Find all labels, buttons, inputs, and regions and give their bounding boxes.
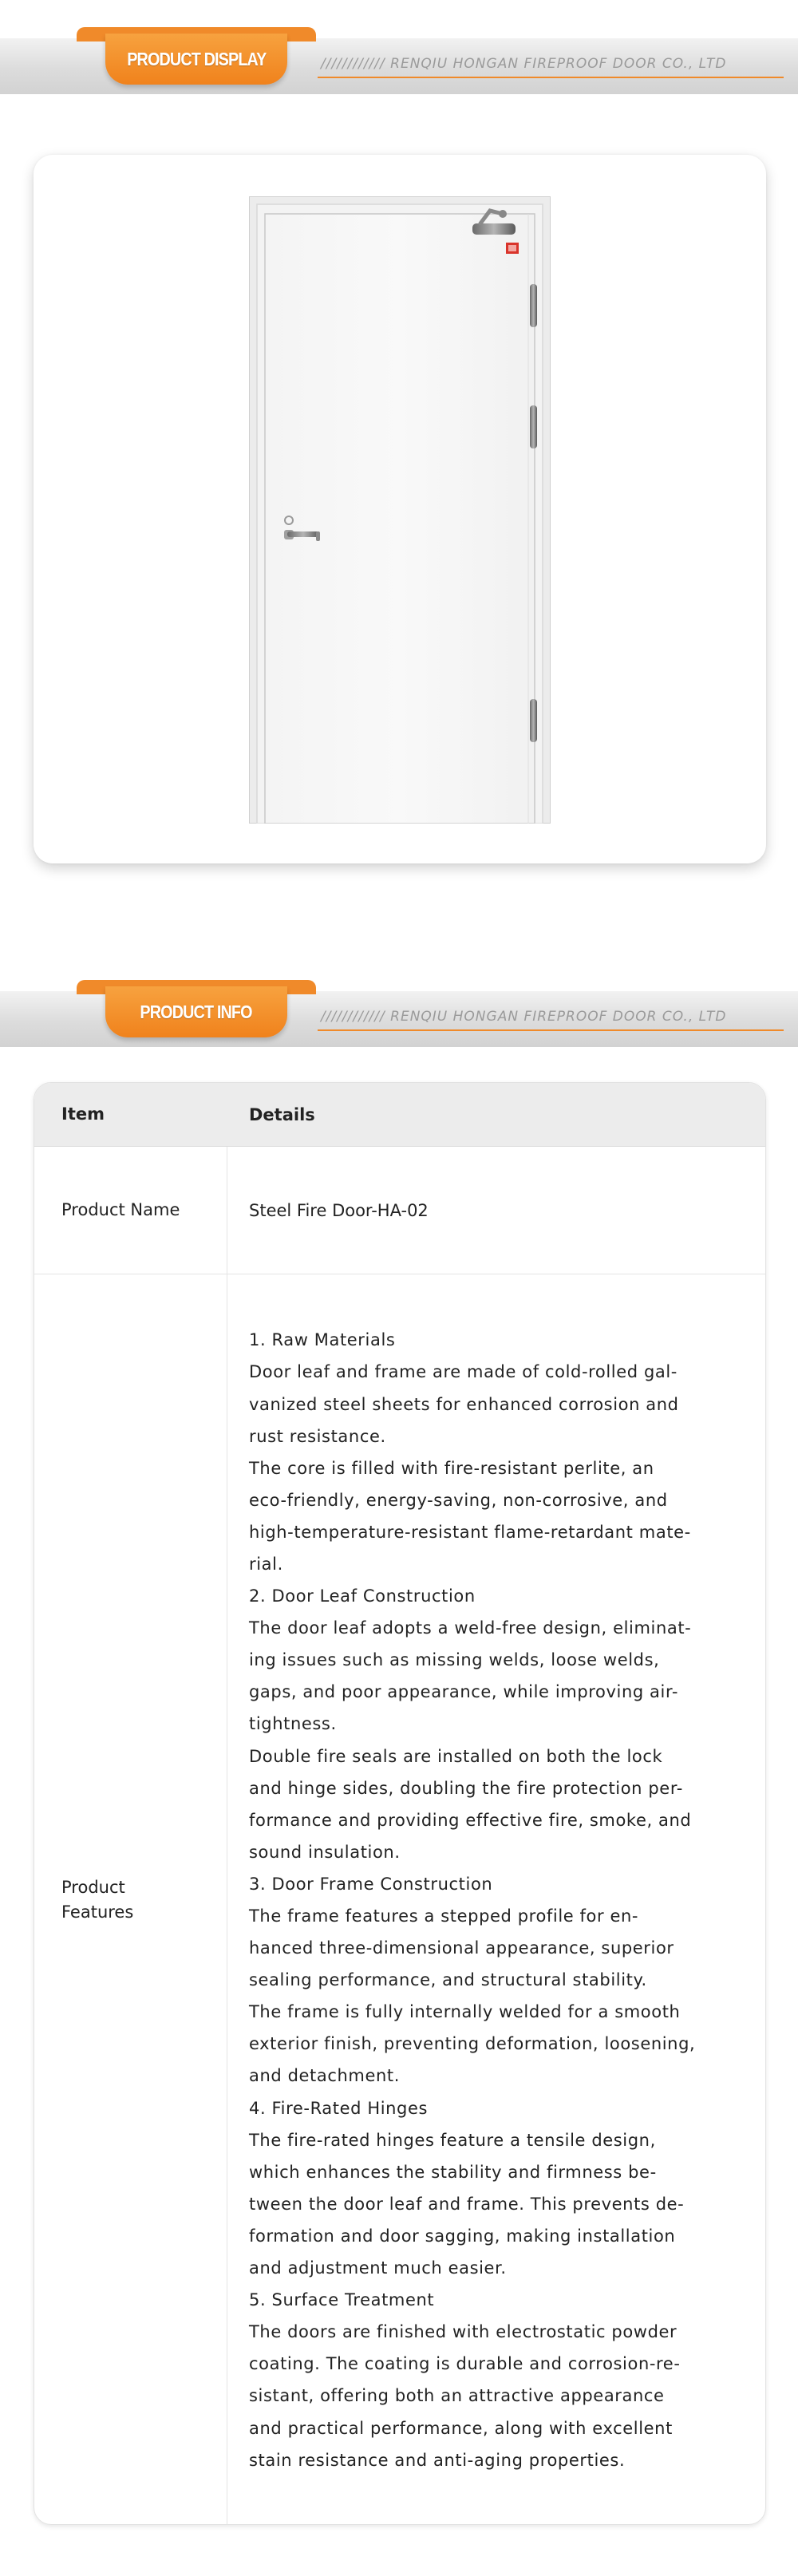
company-name: //////////// RENQIU HONGAN FIREPROOF DOOR CO., LTD xyxy=(321,1009,727,1025)
header-item: Item xyxy=(61,1104,105,1124)
row-label-product-features xyxy=(34,1274,227,2525)
product-image-card xyxy=(34,155,766,863)
banner-rule xyxy=(318,1029,784,1031)
header-details: Details xyxy=(249,1104,315,1124)
banner-tab xyxy=(105,986,287,1037)
row-value-product-features xyxy=(228,1274,766,2525)
product-info-banner xyxy=(0,953,798,1065)
banner-title: PRODUCT INFO xyxy=(140,1001,253,1022)
table-header-row xyxy=(34,1083,766,1147)
row-label-product-name: Product Name xyxy=(34,1147,227,1274)
table-row xyxy=(34,1274,766,2525)
table-row xyxy=(34,1147,766,1274)
company-name: //////////// RENQIU HONGAN FIREPROOF DOOR CO., LTD xyxy=(321,56,727,72)
row-label-text: Product Features xyxy=(61,1878,134,1922)
banner-tab xyxy=(105,34,287,85)
banner-rule xyxy=(318,77,784,78)
banner-title: PRODUCT DISPLAY xyxy=(126,48,267,69)
row-value-product-name: Steel Fire Door-HA-02 xyxy=(249,1200,429,1220)
product-display-banner xyxy=(0,0,798,112)
fire-door-image xyxy=(249,196,551,824)
product-info-table xyxy=(34,1082,766,2525)
features-text: 1. Raw Materials Door leaf and frame are made of cold-rolled gal- vanized steel sheets for enhanced corrosion and rust resistance. The core is filled with fire-resistant perlite, an eco-friendly, energy-saving, non-corrosive, and high-temperature-resistant flame-retardant mate- rial. 2. Door Leaf Construction The door leaf adopts a weld-free design, eliminat- ing issues such as missing welds, loose welds, gaps, and poor appearance, while improving air- tightness. Double fire seals are installed on both the lock and hinge sides, doubling the fire protection per- formance and providing effective fire, smoke, and sound insulation. 3. Door Frame Construction The frame features a stepped profile for en- hanced three-dimensional appearance, superior sealing performance, and structural stability. The frame is fully internally welded for a smooth exterior finish, preventing deformation, loosening, and detachment. 4. Fire-Rated Hinges The fire-rated hinges feature a tensile design, which enhances the stability and firmness be- tween the door leaf and frame. This prevents de- formation and door sagging, making installation and adjustment much easier. 5. Surface Treatment The doors are finished with electrostatic powder coating. The coating is durable and corrosion-re- sistant, offering both an attractive appearance and practical performance, along with excellent stain resistance and anti-aging properties. xyxy=(249,1330,696,2470)
